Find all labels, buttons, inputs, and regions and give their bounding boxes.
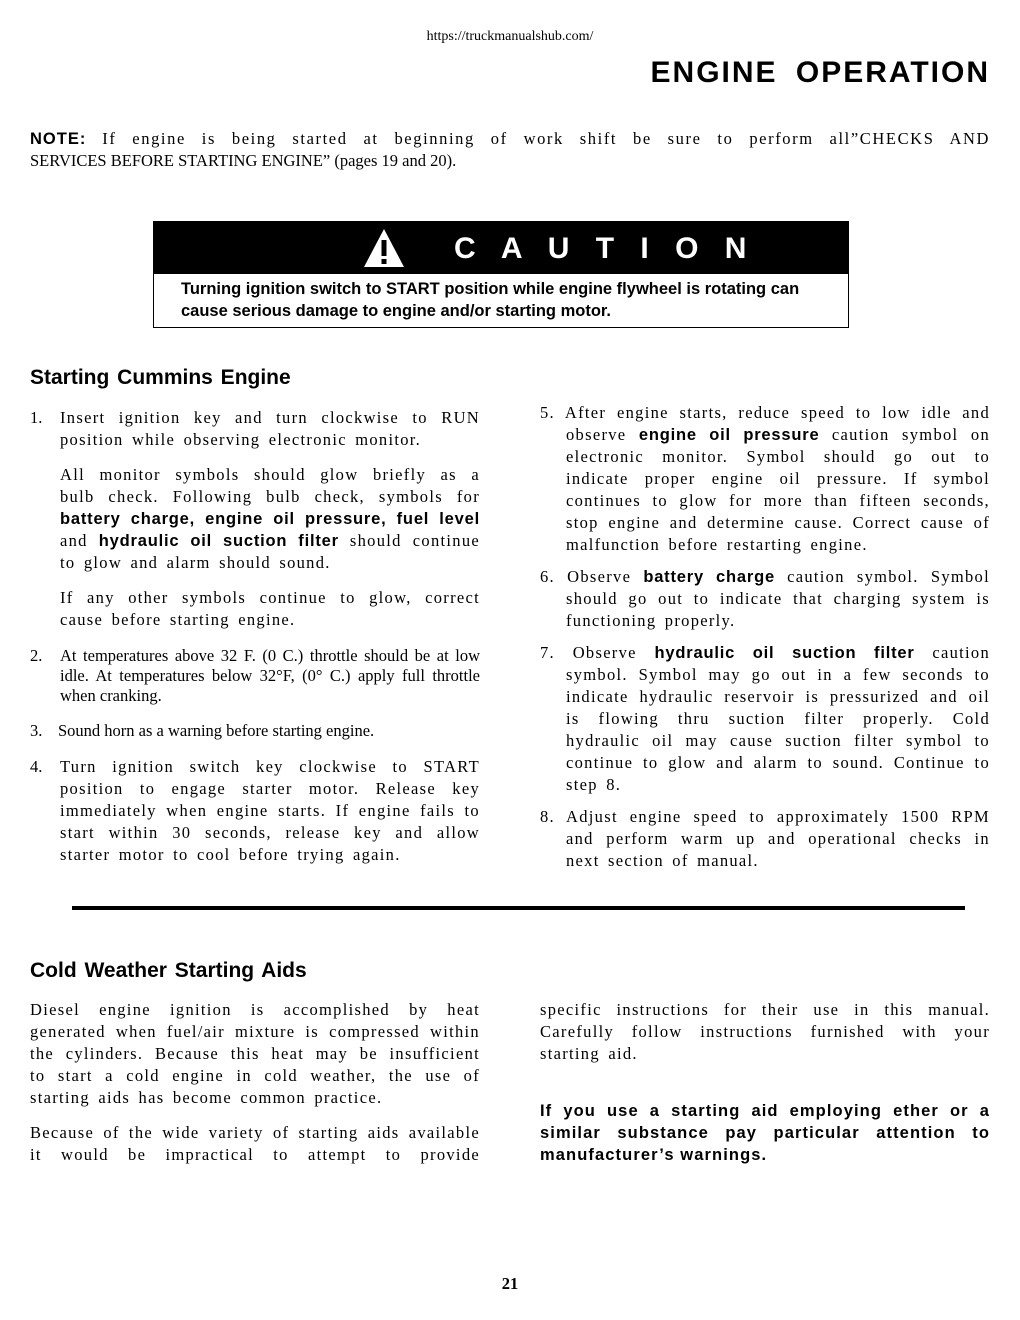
step-2-number: 2.	[30, 646, 43, 665]
step-1	[30, 407, 480, 631]
page-title: ENGINE OPERATION	[650, 56, 990, 89]
section-divider	[72, 906, 965, 910]
starting-right-column	[540, 402, 990, 872]
step-4	[30, 756, 480, 866]
step-3-text: Sound horn as a warning before starting engine.	[58, 721, 375, 740]
step-1-para-a-bold: battery charge, engine oil pressure, fuel level	[60, 510, 480, 528]
step-5-post: caution symbol on electronic monitor. Symbol should go out to indicate proper engine oil pressure. If symbol continues to glow for more than fifteen seconds, stop engine and determine cause. Correct cause of malfunction before restarting engine.	[566, 425, 990, 554]
step-8: 8. Adjust engine speed to approximately 1500 RPM and perform warm up and operational checks in next section of manual.	[540, 807, 990, 870]
step-7-pre: 7. Observe	[540, 643, 655, 662]
ether-warning: If you use a starting aid employing ether or a similar substance pay particular attention to manufacturer’s warnings.	[540, 1102, 990, 1164]
step-6-pre: 6. Observe	[540, 567, 644, 586]
step-1-para-a-bold2: hydraulic oil suction filter	[98, 532, 339, 550]
step-2-text: At temperatures above 32 F. (0 C.) throttle should be at low idle. At temperatures below 32°F, (0° C.) apply full throttle when cranking.	[60, 646, 480, 705]
step-6	[540, 566, 990, 632]
caution-box	[153, 221, 849, 328]
step-7-post: caution symbol. Symbol may go out in a few seconds to indicate hydraulic reservoir is pressurized and oil is flowing thru suction filter properly. Cold hydraulic oil may cause suction filter symbol to continue to glow and alarm to sound. Continue to step 8.	[566, 643, 991, 794]
step-6-bold: battery charge	[643, 568, 775, 586]
step-1-para-a-pre: All monitor symbols should glow briefly as a bulb check. Following bulb check, symbols for	[60, 465, 480, 506]
step-6-post: caution symbol. Symbol should go out to indicate that charging system is functioning properly.	[566, 567, 990, 630]
cold-para-1: Diesel engine ignition is accomplished by heat generated when fuel/air mixture is compressed within the cylinders. Because this heat may be insufficient to start a cold engine in cold weather, the use of starting aids has become common practice.	[30, 1000, 480, 1107]
cold-left-column	[30, 999, 480, 1166]
step-1-number: 1.	[30, 408, 43, 427]
page-number: 21	[501, 1274, 519, 1293]
step-7	[540, 642, 990, 796]
step-3-number: 3.	[30, 721, 43, 740]
note-lead: NOTE:	[30, 130, 87, 148]
step-2	[30, 646, 480, 706]
cold-weather-heading: Cold Weather Starting Aids	[30, 959, 307, 982]
step-3	[30, 720, 480, 742]
cold-right-column	[540, 999, 990, 1166]
step-1-text: Insert ignition key and turn clockwise to RUN position while observing electronic monitor.	[60, 408, 480, 449]
note-paragraph	[30, 128, 990, 172]
step-1-para-b: If any other symbols continue to glow, correct cause before starting engine.	[60, 588, 480, 629]
source-url: https://truckmanualshub.com/	[426, 29, 594, 44]
cold-para-3: specific instructions for their use in this manual. Carefully follow instructions furnished with your starting aid.	[540, 1000, 990, 1063]
step-5-pre: 5. After engine starts, reduce speed to low idle and observe	[540, 403, 990, 444]
caution-header	[154, 222, 848, 274]
step-4-text: Turn ignition switch key clockwise to START position to engage starter motor. Release key immediately when engine starts. If engine fails to start within 30 seconds, release key and allow starter motor to cool before trying again.	[60, 757, 480, 864]
step-1-para-a	[60, 464, 480, 574]
starting-heading: Starting Cummins Engine	[30, 366, 291, 389]
starting-left-column	[30, 407, 480, 866]
step-1-para-a-post: should continue to glow and alarm should sound.	[60, 531, 480, 572]
step-1-para-a-mid: and	[60, 531, 99, 550]
note-line-1-text: If engine is being started at beginning of work shift be sure to perform all”CHECKS AND	[102, 129, 990, 148]
step-5-bold: engine oil pressure	[638, 426, 820, 444]
warning-triangle-icon	[363, 228, 405, 268]
cold-para-2: Because of the wide variety of starting aids available it would be impractical to attempt to provide	[30, 1123, 480, 1164]
note-line-1	[30, 128, 990, 150]
step-5	[540, 402, 990, 556]
caution-title: C A U T I O N	[454, 232, 756, 265]
caution-text: Turning ignition switch to START position while engine flywheel is rotating can cause serious damage to engine and/or starting motor.	[181, 280, 800, 320]
note-line-2: SERVICES BEFORE STARTING ENGINE” (pages 19 and 20).	[30, 151, 457, 170]
step-4-number: 4.	[30, 757, 43, 776]
step-7-bold: hydraulic oil suction filter	[654, 644, 915, 662]
